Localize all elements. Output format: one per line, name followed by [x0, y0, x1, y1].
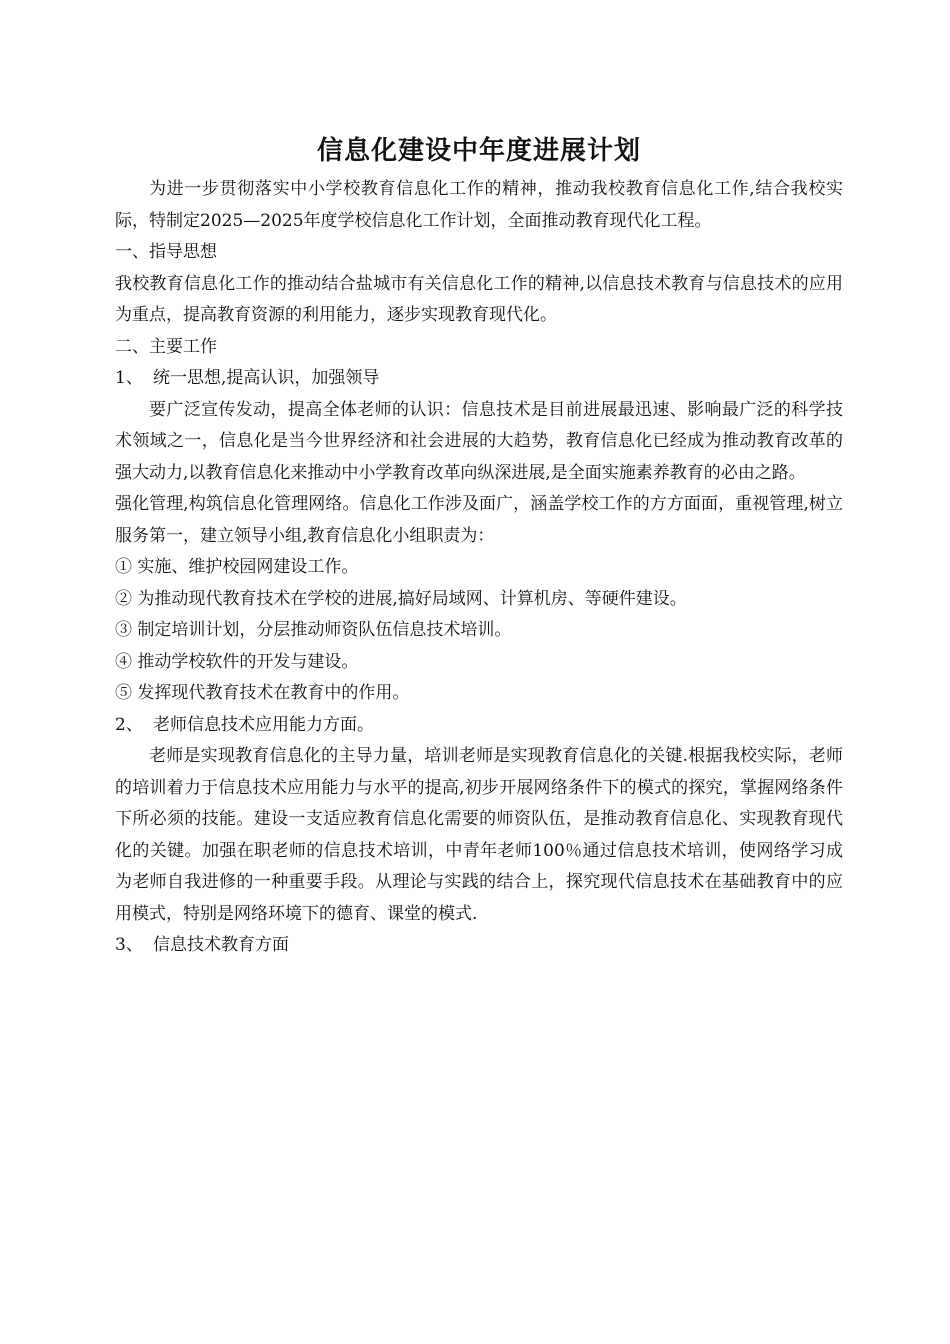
section-heading-guiding-ideology: 一、指导思想	[115, 242, 217, 262]
item-3-number: 3、	[115, 935, 143, 955]
document-page	[115, 128, 843, 962]
item-3-heading	[115, 930, 843, 962]
item-2-number: 2、	[115, 714, 143, 735]
item-1-number: 1、	[115, 368, 143, 388]
item-2-heading	[115, 710, 843, 742]
duty-item: ① 实施、维护校园网建设工作。	[115, 557, 359, 577]
document-title: 信息化建设中年度进展计划	[316, 136, 641, 166]
duty-item: ③ 制定培训计划，分层推动师资队伍信息技术培训。	[115, 620, 512, 640]
item-3-label: 信息技术教育方面	[153, 935, 289, 955]
item-1-paragraph: 要广泛宣传发动，提高全体老师的认识：信息技术是目前进展最迅速、影响最广泛的科学技术领域之一，信息化是当今世界经济和社会进展的大趋势，教育信息化已经成为推动教育改革的强大动力,以教育信息化来推动中小学教育改革向纵深进展,是全面实施素养教育的必由之路。	[115, 399, 843, 483]
intro-paragraph: 为进一步贯彻落实中小学校教育信息化工作的精神，推动我校教育信息化工作,结合我校实际，特制定2025—2025年度学校信息化工作计划，全面推动教育现代化工程。	[115, 179, 843, 231]
item-1-heading	[115, 363, 843, 395]
duty-item: ⑤ 发挥现代教育技术在教育中的作用。	[115, 683, 410, 703]
section-heading-main-work: 二、主要工作	[115, 336, 217, 357]
duty-item: ② 为推动现代教育技术在学校的进展,搞好局域网、计算机房、等硬件建设。	[115, 588, 687, 609]
item-2-label: 老师信息技术应用能力方面。	[153, 714, 374, 735]
item-2-paragraph: 老师是实现教育信息化的主导力量，培训老师是实现教育信息化的关键.根据我校实际，老师的培训着力于信息技术应用能力与水平的提高,初步开展网络条件下的模式的探究，掌握网络条件下所必须的技能。建设一支适应教育信息化需要的师资队伍，是推动教育信息化、实现教育现代化的关键。加强在职老师的信息技术培训，中青年老师100％通过信息技术培训，使网络学习成为老师自我进修的一种重要手段。从理论与实践的结合上，探究现代信息技术在基础教育中的应用模式，特别是网络环境下的德育、课堂的模式.	[115, 746, 843, 924]
management-paragraph: 强化管理,构筑信息化管理网络。信息化工作涉及面广，涵盖学校工作的方方面面，重视管理,树立服务第一，建立领导小组,教育信息化小组职责为：	[115, 494, 843, 546]
guiding-ideology-paragraph: 我校教育信息化工作的推动结合盐城市有关信息化工作的精神,以信息技术教育与信息技术的应用为重点，提高教育资源的利用能力，逐步实现教育现代化。	[115, 273, 843, 325]
item-1-label: 统一思想,提高认识，加强领导	[153, 368, 380, 388]
duty-item: ④ 推动学校软件的开发与建设。	[115, 651, 359, 672]
